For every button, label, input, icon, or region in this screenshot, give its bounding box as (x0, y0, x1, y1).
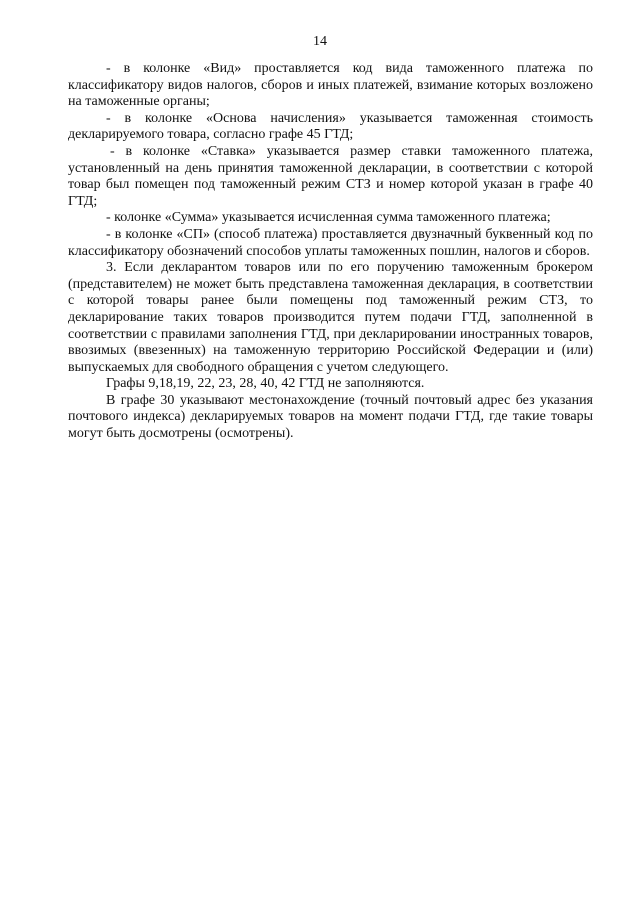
paragraph-summa: - колонке «Сумма» указывается исчисленная сумма таможенного платежа; (106, 210, 551, 226)
paragraph-field-30: В графе 30 указывают местонахождение (точный почтовый адрес без указания почтового индекса) декларируемых товаров на момент подачи ГТД, где такие товары могут быть досмотрены (осмотрены). (68, 392, 593, 442)
paragraph-vid: - в колонке «Вид» проставляется код вида таможенного платежа по классификатору видов налогов, сборов и иных платежей, взимание которых возложено на таможенные органы; (68, 61, 593, 110)
document-body (68, 61, 593, 443)
page-number: 14 (313, 34, 327, 49)
paragraph-item-3: 3. Если декларантом товаров или по его поручению таможенным брокером (представителем) не может быть представлена таможенная декларация, в соответствии с которой товары ранее были помещены под таможенный режим СТЗ, то декларирование таких товаров производится путем подачи ГТД, заполненной в соответствии с правилами заполнения ГТД, при декларировании иностранных товаров, ввозимых (ввезенных) на таможенную территорию Российской Федерации и (или) выпускаемых для свободного обращения с учетом следующего. (68, 260, 593, 375)
paragraph-osnova-nachisleniya: - в колонке «Основа начисления» указывается таможенная стоимость декларируемого товара, согласно графе 45 ГТД; (68, 110, 593, 143)
paragraph-unfilled-fields: Графы 9,18,19, 22, 23, 28, 40, 42 ГТД не заполняются. (106, 376, 425, 392)
paragraph-stavka: - в колонке «Ставка» указывается размер ставки таможенного платежа, установленный на день принятия таможенной декларации, в соответствии с которой товар был помещен под таможенный режим СТЗ и номер которой указан в графе 40 ГТД; (68, 143, 593, 209)
paragraph-sposob-platezha: - в колонке «СП» (способ платежа) проставляется двузначный буквенный код по классификатору обозначений способов уплаты таможенных пошлин, налогов и сборов. (68, 226, 593, 259)
